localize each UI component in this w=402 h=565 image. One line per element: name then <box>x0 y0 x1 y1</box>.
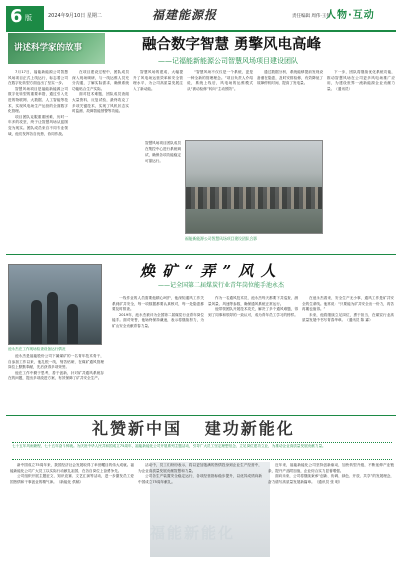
article2-paragraph: 2019年，池永杰被评为全国第二届煤炭行业青年岗位能手。面对荣誉，他始终保持谦逊，表示将继续努力，为矿山安全贡献青春力量。 <box>112 312 204 328</box>
article2-paragraph: 他在工作中勤于思考，善于创新，针对矿井通风系统存在的问题，提出多项改进方案，有效保障了矿井安全生产。 <box>8 370 104 381</box>
article2-paragraph: 作为一名通风技术员，池永杰每天都要下井巡查，测量风量、风速等参数，确保通风系统正常运行。 <box>208 296 298 306</box>
article3-intro: 七十五年风雨兼程，七十五年奋斗铸就。为庆祝中华人民共和国成立75周年，福能新能化公司开展系列主题活动，引导广大员工坚定理想信念，立足岗位建功立业，为推动企业高质量发展贡献力量。 <box>12 444 326 448</box>
lead-paragraph: 下一步，团队将继续优化系统功能，推动智慧风场在公司更多风电场推广应用，为建设世界一流新能源企业贡献力量。（通讯员） <box>327 70 395 91</box>
article3-watermark: 福能新能化 <box>150 524 236 542</box>
article2-column-1 <box>8 354 104 412</box>
article2-column-2 <box>112 296 204 412</box>
miner-photo <box>8 264 102 345</box>
lead-column-6 <box>327 70 395 250</box>
lead-subheadline: ——记福能新能源公司智慧风场项目建设团队 <box>158 57 298 65</box>
lead-column-1 <box>8 70 68 250</box>
dotted-rule <box>12 442 392 443</box>
kicker-banner <box>8 33 105 64</box>
lead-column-4 <box>187 70 253 136</box>
article2-paragraph: 池永杰是福能股份公司下属煤矿的一名青年技术骨干，自参加工作以来，他扎根一线，刻苦钻研，在煤矿通风管理岗位上默默奉献，先后获得多项荣誉。 <box>8 354 104 370</box>
article3-headline <box>92 419 295 439</box>
team-photo-caption: 福能新能源公司智慧风场项目建设团队合影 <box>185 236 258 241</box>
lead-paragraph: 7月17日，福能新能源公司智慧风场项目正式上线运行，标志着公司在数字化转型方面迈出了坚实一步。 <box>8 70 68 86</box>
section-title: 人物·互动 <box>326 10 375 21</box>
lead-paragraph: 面对技术难题，团队成员查阅大量资料，反复试验，最终攻克了多项关键技术，实现了风机状态实时监测、故障智能预警等功能。 <box>72 92 129 114</box>
lead-paragraph: 智慧风场项目是福能新能源公司数字化转型的重要举措，通过引入先进的物联网、大数据、人工智能等技术，实现风电场生产运营的全面数字化管理。 <box>8 86 68 114</box>
divider <box>6 254 396 255</box>
miner-photo-caption: 池永杰在工作现场检查设备运行情况 <box>8 347 66 351</box>
article3-paragraph: 公司组织开展主题征文、知识竞赛、文艺汇演等活动，进一步激发员工爱国热情和干事创业的精气神。（新能化 供稿） <box>10 474 134 484</box>
lead-paragraph: 项目团队克服重重困难，历时一年多的攻坚，终于让智慧风场从蓝图变为现实。团队成员来自不同专业领域，他们发挥各自优势，协同作战。 <box>8 114 68 136</box>
article3-paragraph: 近年来，福能新能化公司坚持创新驱动，加快转型升级，不断延伸产业链条，提升产品附加值，企业综合实力显著增强。 <box>268 463 394 473</box>
article3-paragraph: 面向未来，公司将继续秉承“创新、协调、绿色、开放、共享”的发展理念，奋力谱写高质量发展新篇章。（通讯员 张 明） <box>268 474 394 484</box>
article2-headline: 焕 矿 “ 弄 ” 风 人 <box>140 262 277 280</box>
masthead: 福建能源报 <box>152 8 218 22</box>
article2-column-4 <box>302 296 394 412</box>
page-tag: 版 <box>25 14 32 22</box>
lead-column-2 <box>72 70 129 250</box>
editor-line: 责任编辑 周伟·王智 <box>292 14 331 19</box>
lead-headline: 融合数字智慧 勇擎风电高峰 <box>142 37 322 53</box>
dotted-rule <box>12 459 392 460</box>
lead-paragraph: 在项目建设过程中，团队成员深入现场调研，与一线运维人员充分沟通，了解实际需求，确保系统功能贴合生产实际。 <box>72 70 129 91</box>
article2-subheadline: ——记全国第二届煤炭行业青年岗位能手池永杰 <box>158 282 285 289</box>
divider <box>6 415 396 416</box>
kicker-label: 讲述科学家的故事 <box>14 43 83 53</box>
lead-column-5 <box>257 70 323 136</box>
article2-column-3 <box>208 296 298 412</box>
article3-paragraph: 新中国成立75周年来，我国经济社会发展取得了举世瞩目的伟大成就。福能新能化公司广大员工以实际行动献礼祖国，在各自岗位上奋勇争先。 <box>10 463 134 473</box>
article2-paragraph: 未来，他将继续立足岗位，勇于担当，在煤炭行业高质量发展中书写青春华章。（通讯员 陈 霖） <box>302 312 394 323</box>
article3-headline-b: 建功新能化 <box>204 419 295 438</box>
article2-paragraph: 一线作业的人员需要他精心呵护，他深知通风工作关系到矿井安全，每一项数据都要认真核对，每一处隐患都要及时排查。 <box>112 296 204 312</box>
issue-date: 2024年9月10日 星期二 <box>48 13 102 19</box>
lead-paragraph: 通过数据分析，系统能够提前发现设备潜在隐患，及时安排检修，有效降低了故障停机时间，提高了发电量。 <box>257 70 323 86</box>
lead-narrow-column: 智慧风场项目团队成员在集控中心进行系统调试，确保各项功能稳定可靠运行。 <box>145 141 181 163</box>
article3-paragraph: 活动中，员工们纷纷表示，将以更加饱满的热情投身到企业生产经营中，为企业高质量发展贡献智慧和力量。 <box>138 463 262 473</box>
lead-paragraph: “智慧风场不仅仅是一个系统，更是一种全新的管理理念。”项目负责人介绍说，系统上线后，风电场的运维模式从“被动检修”转向“主动预防”。 <box>187 70 253 91</box>
page-number-badge <box>6 6 44 30</box>
article3-column-2 <box>138 463 262 561</box>
team-photo <box>185 140 323 234</box>
article2-paragraph: 他带领团队开展技术攻关，解决了多个通风难题，得到了同事和领导的一致认可，成为青年员工学习的榜样。 <box>208 307 298 317</box>
article3-column-3 <box>268 463 394 561</box>
header-rule <box>6 30 396 32</box>
article3-column-1 <box>10 463 134 561</box>
article3-paragraph: 公司各生产装置安全稳定运行，各项经营指标稳步提升，以优异成绩向新中国成立75周年献礼。 <box>138 474 262 484</box>
page-number: 6 <box>10 6 23 27</box>
lead-paragraph: 智慧风场的建成，大幅提升了风电场运营效率和安全管理水平，为公司高质量发展注入了新动能。 <box>133 70 183 91</box>
article3-headline-a: 礼赞新中国 <box>92 419 183 438</box>
article2-paragraph: 在池永杰看来，安全生产无小事，通风工作是矿井安全的生命线。他常说：“只要能为矿井安全出一份力，再苦再累也值得。” <box>302 296 394 312</box>
